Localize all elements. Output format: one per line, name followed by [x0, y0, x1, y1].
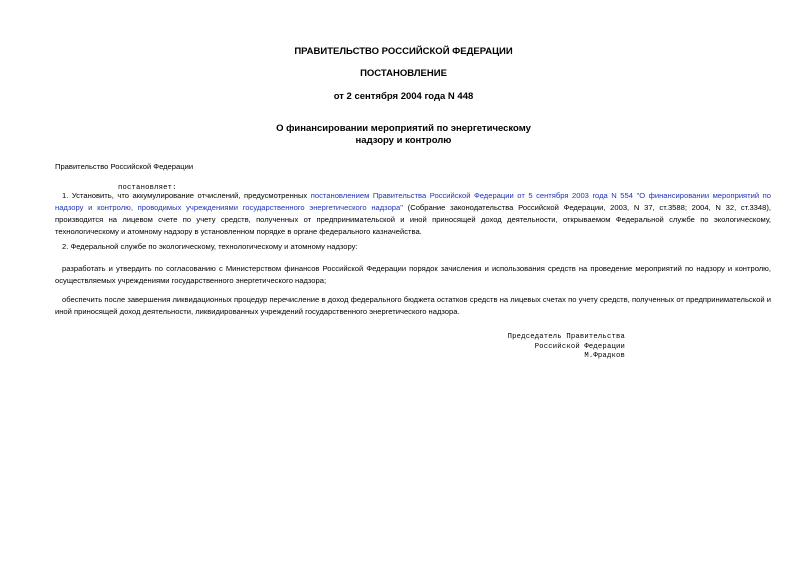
signature-position: Председатель Правительства [507, 333, 625, 341]
issuer-heading: ПРАВИТЕЛЬСТВО РОССИЙСКОЙ ФЕДЕРАЦИИ [294, 46, 513, 57]
decree-554-link[interactable]: постановлением Правительства Российской Федерации от 5 сентября 2003 года N 554 "О финансировании мероприятий по надзору и контролю, проводимых учреждениями государственного энергетического надзора" [55, 191, 771, 212]
document-title-line-2: надзору и контролю [355, 135, 452, 146]
paragraph-3: разработать и утвердить по согласованию с Министерством финансов Российской Федерации порядок зачисления и использования средств на проведение мероприятий по надзору и контролю, осуществляемых учреждениями государственного энергетического надзора; [55, 264, 771, 285]
paragraph-1 [55, 190, 771, 238]
signature-name: М.Фрадков [584, 352, 625, 360]
document-title [0, 123, 807, 147]
document-date-heading: от 2 сентября 2004 года N 448 [333, 91, 474, 102]
document-title-line-1: О финансировании мероприятий по энергетическому [276, 123, 531, 134]
decrees-line: постановляет: [118, 184, 177, 192]
paragraph-1-start: 1. Установить, что аккумулирование отчислений, предусмотренных [62, 191, 311, 200]
signature-body: Российской Федерации [534, 342, 625, 351]
paragraph-1-end: (Собрание законодательства Российской Федерации, 2003, N 37, ст.3588; 2004, N 32, ст.3348), производится на лицевом счете по учету средств, полученных от предпринимательской и иной приносящей доход деятельности, открываемом Федеральной службе по экологическому, технологическому и атомному надзору в установленном порядке в органе федерального казначейства. [55, 203, 771, 236]
signature-block [505, 333, 625, 362]
paragraph-4: обеспечить после завершения ликвидационных процедур перечисление в доход федерального бюджета остатков средств на лицевых счетах по учету средств, полученных от предпринимательской и иной приносящей доход деятельности, ликвидированных учреждений государственного энергетического надзора. [55, 295, 771, 316]
paragraph-2: 2. Федеральной службе по экологическому, технологическому и атомному надзору: [62, 242, 358, 251]
government-line: Правительство Российской Федерации [55, 162, 194, 171]
document-type-heading: ПОСТАНОВЛЕНИЕ [360, 68, 447, 79]
